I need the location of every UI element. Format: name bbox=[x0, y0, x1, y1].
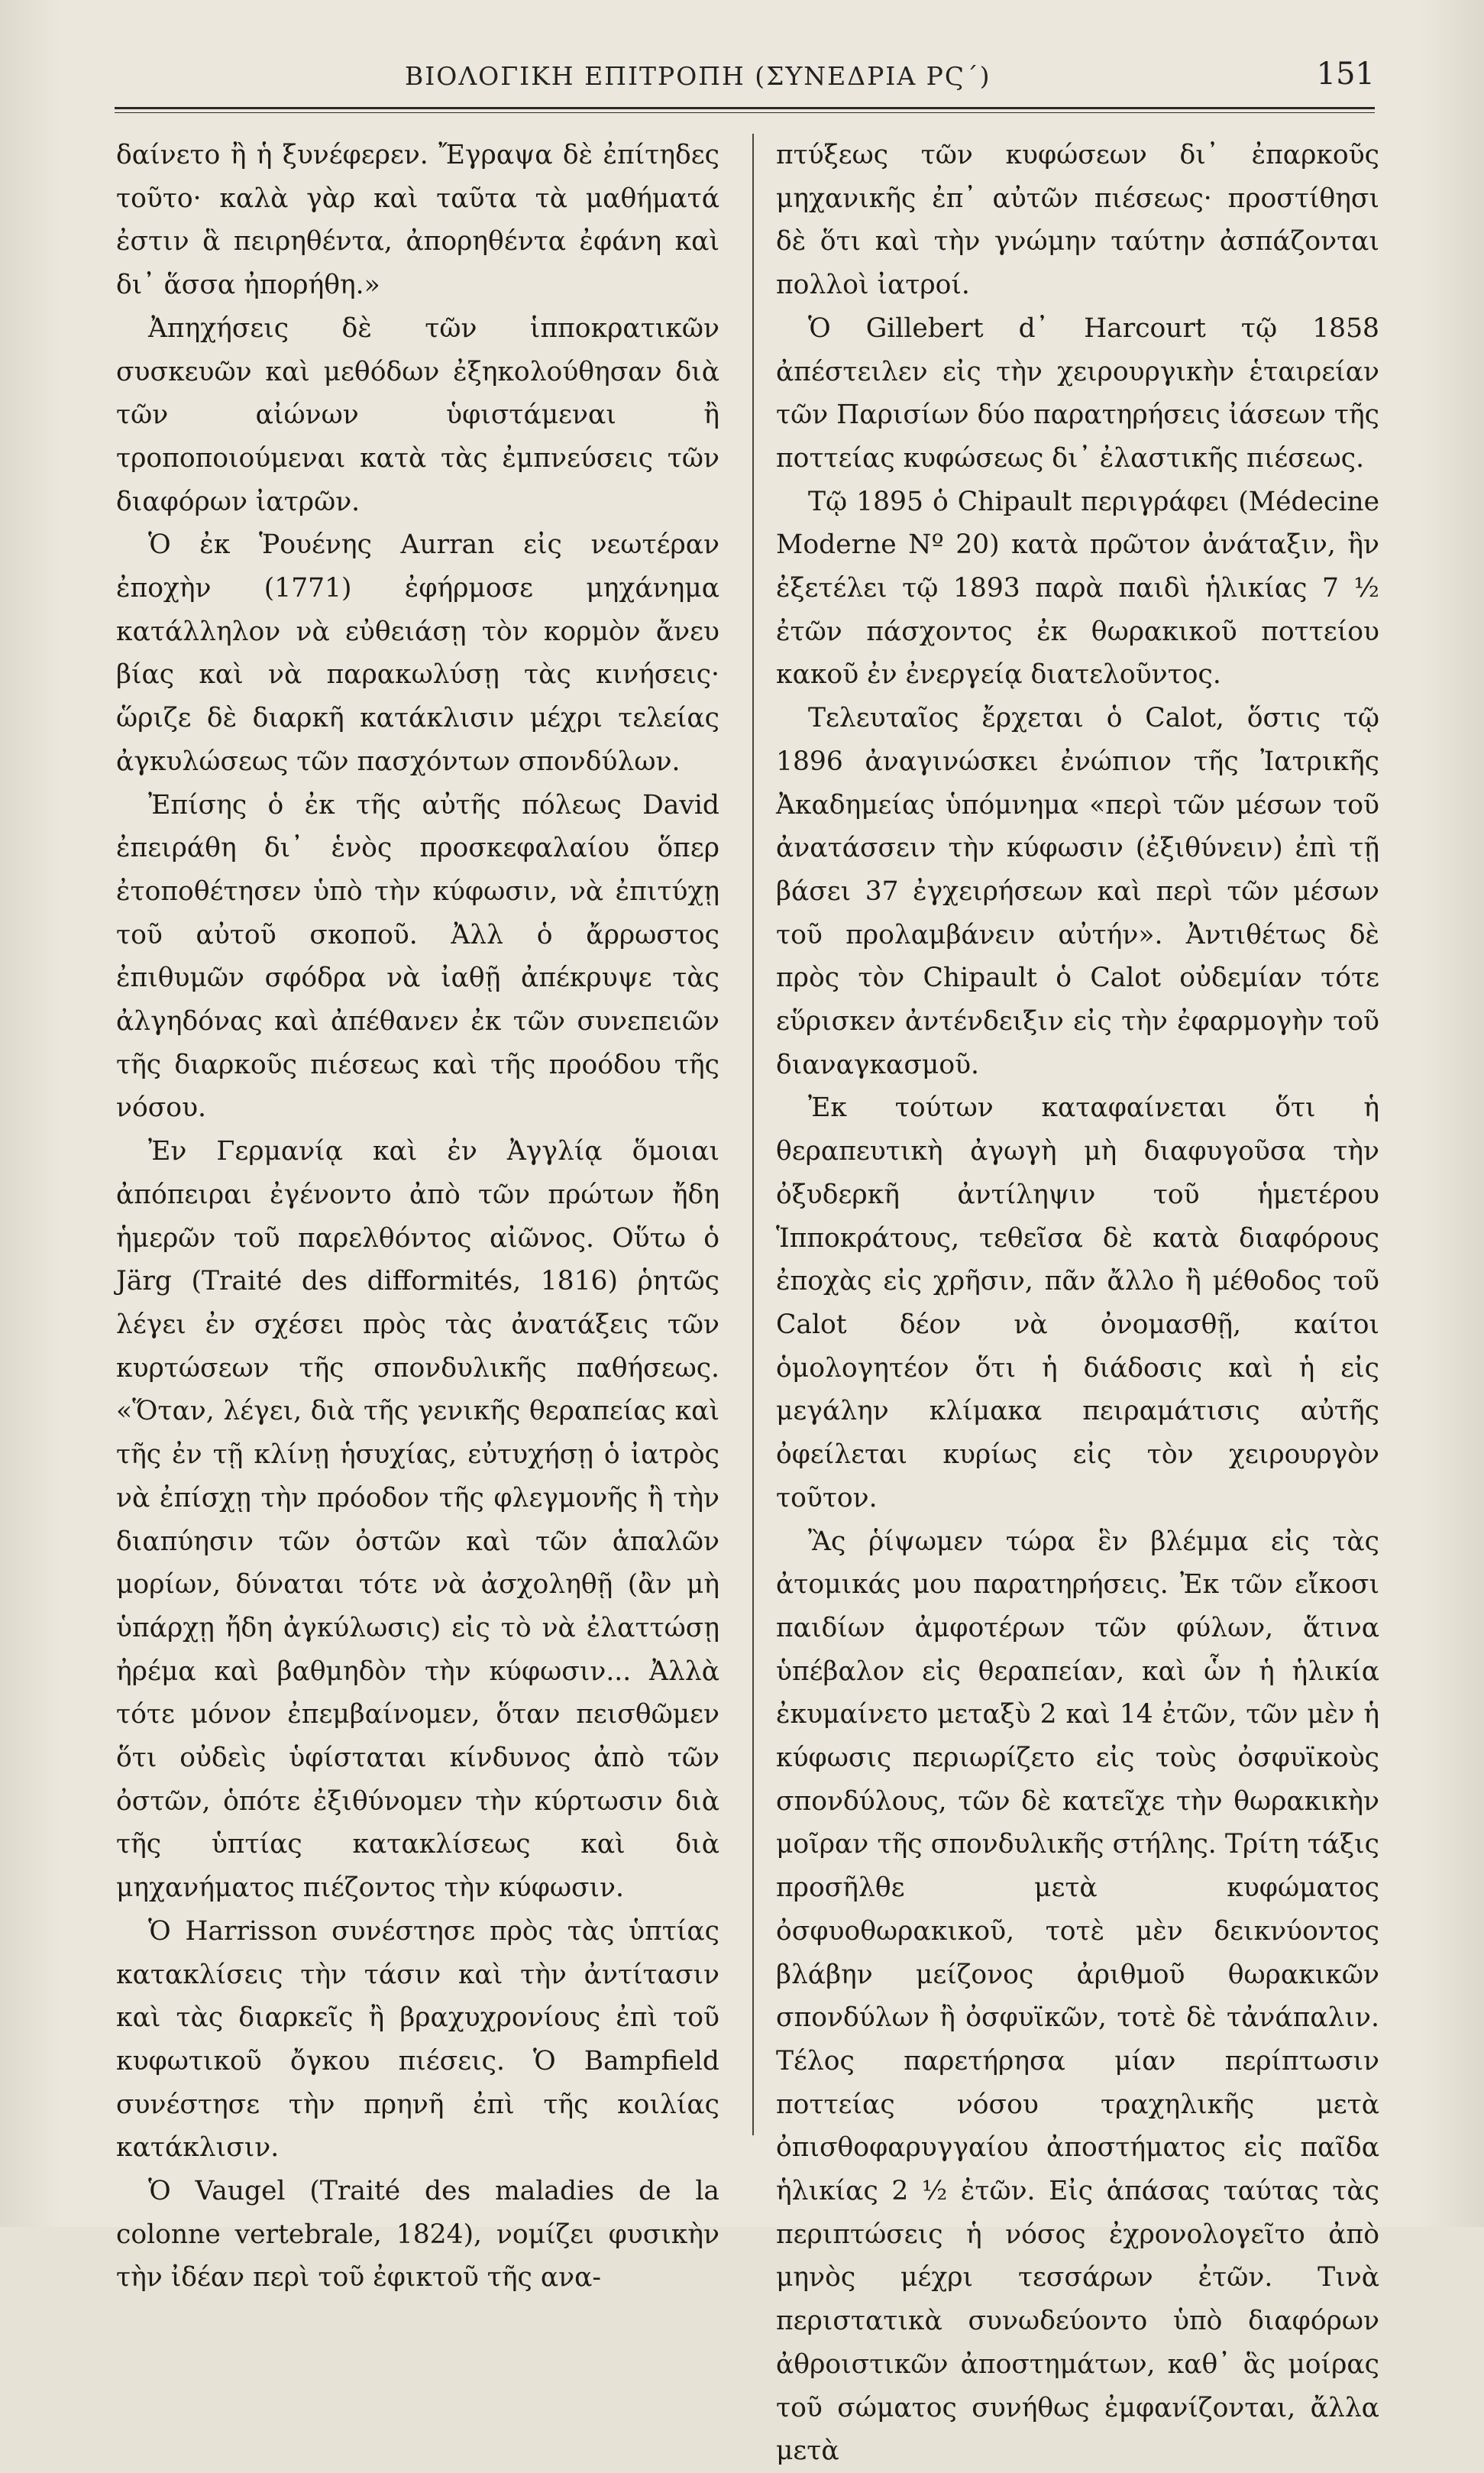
page-number: 151 bbox=[1316, 57, 1375, 92]
paragraph: Τελευταῖος ἔρχεται ὁ Calot, ὅστις τῷ 1896 ἀναγινώσκει ἐνώπιον τῆς Ἰατρικῆς Ἀκαδημείας ὑπόμνημα «περὶ τῶν μέσων τοῦ ἀνατάσσειν τὴν κύφωσιν (ἐξιθύνειν) ἐπὶ τῇ βάσει 37 ἐγχειρήσεων καὶ περὶ τῶν μέσων τοῦ προλαμβάνειν αὐτήν». Ἀντιθέτως δὲ πρὸς τὸν Chipault ὁ Calot οὐδεμίαν τότε εὕρισκεν ἀντένδειξιν εἰς τὴν ἐφαρμογὴν τοῦ διαναγκασμοῦ. bbox=[776, 703, 1379, 1080]
left-column bbox=[116, 134, 719, 2293]
column-divider bbox=[752, 134, 754, 2135]
paragraph: πτύξεως τῶν κυφώσεων δι᾽ ἐπαρκοῦς μηχανικῆς ἐπ᾽ αὐτῶν πιέσεως· προστίθησι δὲ ὅτι καὶ τὴν γνώμην ταύτην ἀσπάζονται πολλοὶ ἰατροί. bbox=[776, 140, 1379, 301]
paragraph: Ἀπηχήσεις δὲ τῶν ἱπποκρατικῶν συσκευῶν καὶ μεθόδων ἐξηκολούθησαν διὰ τῶν αἰώνων ὑφιστάμεναι ἢ τροποποιούμεναι κατὰ τὰς ἐμπνεύσεις τῶν διαφόρων ἰατρῶν. bbox=[116, 312, 719, 517]
paragraph: Ὁ Harrisson συνέστησε πρὸς τὰς ὑπτίας κατακλίσεις τὴν τάσιν καὶ τὴν ἀντίτασιν καὶ τὰς διαρκεῖς ἢ βραχυχρονίους ἐπὶ τοῦ κυφωτικοῦ ὄγκου πιέσεις. Ὁ Bampfield συνέστησε τὴν πρηνῆ ἐπὶ τῆς κοιλίας κατάκλισιν. bbox=[116, 1915, 719, 2164]
paragraph: Ὁ Gillebert d᾽ Harcourt τῷ 1858 ἀπέστειλεν εἰς τὴν χειρουργικὴν ἑταιρείαν τῶν Παρισίων δύο παρατηρήσεις ἰάσεων τῆς ποττείας κυφώσεως δι᾽ ἐλαστικῆς πιέσεως. bbox=[776, 312, 1379, 474]
paragraph: Ἐν Γερμανίᾳ καὶ ἐν Ἀγγλίᾳ ὅμοιαι ἀπόπειραι ἐγένοντο ἀπὸ τῶν πρώτων ἤδη ἡμερῶν τοῦ παρελθόντος αἰῶνος. Οὕτω ὁ Järg (Traité des difformités, 1816) ῥητῶς λέγει ἐν σχέσει πρὸς τὰς ἀνατάξεις τῶν κυρτώσεων τῆς σπονδυλικῆς παθήσεως. «Ὅταν, λέγει, διὰ τῆς γενικῆς θεραπείας καὶ τῆς ἐν τῇ κλίνῃ ἡσυχίας, εὐτυχήσῃ ὁ ἰατρὸς νὰ ἐπίσχῃ τὴν πρόοδον τῆς φλεγμονῆς ἢ τὴν διαπύησιν τῶν ὀστῶν καὶ τῶν ἁπαλῶν μορίων, δύναται τότε νὰ ἀσχοληθῇ (ἂν μὴ ὑπάρχῃ ἤδη ἀγκύλωσις) εἰς τὸ νὰ ἐλαττώσῃ ἠρέμα καὶ βαθμηδὸν τὴν κύφωσιν... Ἀλλὰ τότε μόνον ἐπεμβαίνομεν, ὅταν πεισθῶμεν ὅτι οὐδεὶς ὑφίσταται κίνδυνος ἀπὸ τῶν ὀστῶν, ὁπότε ἐξιθύνομεν τὴν κύρτωσιν διὰ τῆς ὑπτίας κατακλίσεως καὶ διὰ μηχανήματος πιέζοντος τὴν κύφωσιν. bbox=[116, 1136, 719, 1904]
paragraph: Τῷ 1895 ὁ Chipault περιγράφει (Médecine Moderne Nº 20) κατὰ πρῶτον ἀνάταξιν, ἣν ἐξετέλει τῷ 1893 παρὰ παιδὶ ἡλικίας 7 ½ ἐτῶν πάσχοντος ἐκ θωρακικοῦ ποττείου κακοῦ ἐν ἐνεργείᾳ διατελοῦντος. bbox=[776, 486, 1379, 691]
paragraph: Ὁ Vaugel (Traité des maladies de la colonne vertebrale, 1824), νομίζει φυσικὴν τὴν ἰδέαν περὶ τοῦ ἐφικτοῦ τῆς ανα- bbox=[116, 2176, 719, 2293]
paragraph: Ἂς ῥίψωμεν τώρα ἓν βλέμμα εἰς τὰς ἀτομικάς μου παρατηρήσεις. Ἐκ τῶν εἴκοσι παιδίων ἀμφοτέρων τῶν φύλων, ἅτινα ὑπέβαλον εἰς θεραπείαν, καὶ ὧν ἡ ἡλικία ἐκυμαίνετο μεταξὺ 2 καὶ 14 ἐτῶν, τῶν μὲν ἡ κύφωσις περιωρίζετο εἰς τοὺς ὀσφυϊκοὺς σπονδύλους, τῶν δὲ κατεῖχε τὴν θωρακικὴν μοῖραν τῆς σπονδυλικῆς στήλης. Τρίτη τάξις προσῆλθε μετὰ κυφώματος ὀσφυοθωρακικοῦ, τοτὲ μὲν δεικνύοντος βλάβην μείζονος ἀριθμοῦ θωρακικῶν σπονδύλων ἢ ὀσφυϊκῶν, τοτὲ δὲ τἀνάπαλιν. Τέλος παρετήρησα μίαν περίπτωσιν ποττείας νόσου τραχηλικῆς μετὰ ὀπισθοφαρυγγαίου ἀποστήματος εἰς παῖδα ἡλικίας 2 ½ ἐτῶν. Εἰς ἁπάσας ταύτας τὰς περιπτώσεις ἡ νόσος ἐχρονολογεῖτο ἀπὸ μηνὸς μέχρι τεσσάρων ἐτῶν. Τινὰ περιστατικὰ συνωδεύοντο ὑπὸ διαφόρων ἀθροιστικῶν ἀποστημάτων, καθ᾽ ἃς μοίρας τοῦ σώματος συνήθως ἐμφανίζονται, ἄλλα μετὰ bbox=[776, 1526, 1379, 2467]
page-header bbox=[115, 53, 1375, 107]
running-head: ΒΙΟΛΟΓΙΚΗ ΕΠΙΤΡΟΠΗ (ΣΥΝΕΔΡΙΑ ΡϚ΄) bbox=[405, 61, 991, 91]
paragraph: δαίνετο ἢ ἡ ξυνέφερεν. Ἔγραψα δὲ ἐπίτηδες τοῦτο· καλὰ γὰρ καὶ ταῦτα τὰ μαθήματά ἐστιν ἃ πειρηθέντα, ἀπορηθέντα ἐφάνη καὶ δι᾽ ἅσσα ἠπορήθη.» bbox=[116, 140, 719, 301]
paragraph: Ἐκ τούτων καταφαίνεται ὅτι ἡ θεραπευτικὴ ἀγωγὴ μὴ διαφυγοῦσα τὴν ὀξυδερκῆ ἀντίληψιν τοῦ ἡμετέρου Ἱπποκράτους, τεθεῖσα δὲ κατὰ διαφόρους ἐποχὰς εἰς χρῆσιν, πᾶν ἄλλο ἢ μέθοδος τοῦ Calot δέον νὰ ὀνομασθῇ, καίτοι ὁμολογητέον ὅτι ἡ διάδοσις καὶ ἡ εἰς μεγάλην κλίμακα πειραμάτισις αὐτῆς ὀφείλεται κυρίως εἰς τὸν χειρουργὸν τοῦτον. bbox=[776, 1092, 1379, 1513]
paragraph: Ὁ ἐκ Ῥουένης Aurran εἰς νεωτέραν ἐποχὴν (1771) ἐφήρμοσε μηχάνημα κατάλληλον νὰ εὐθειάσῃ τὸν κορμὸν ἄνευ βίας καὶ νὰ παρακωλύσῃ τὰς κινήσεις· ὥριζε δὲ διαρκῆ κατάκλισιν μέχρι τελείας ἀγκυλώσεως τῶν πασχόντων σπονδύλων. bbox=[116, 529, 719, 777]
paragraph: Ἐπίσης ὁ ἐκ τῆς αὐτῆς πόλεως David ἐπειράθη δι᾽ ἑνὸς προσκεφαλαίου ὅπερ ἐτοποθέτησεν ὑπὸ τὴν κύφωσιν, νὰ ἐπιτύχῃ τοῦ αὐτοῦ σκοποῦ. Ἀλλ ὁ ἄρρωστος ἐπιθυμῶν σφόδρα νὰ ἰαθῇ ἀπέκρυψε τὰς ἀλγηδόνας καὶ ἀπέθανεν ἐκ τῶν συνεπειῶν τῆς διαρκοῦς πιέσεως καὶ τῆς προόδου τῆς νόσου. bbox=[116, 789, 719, 1124]
header-rule-thin bbox=[115, 112, 1375, 113]
header-rule bbox=[115, 107, 1375, 109]
right-column bbox=[776, 134, 1379, 2467]
